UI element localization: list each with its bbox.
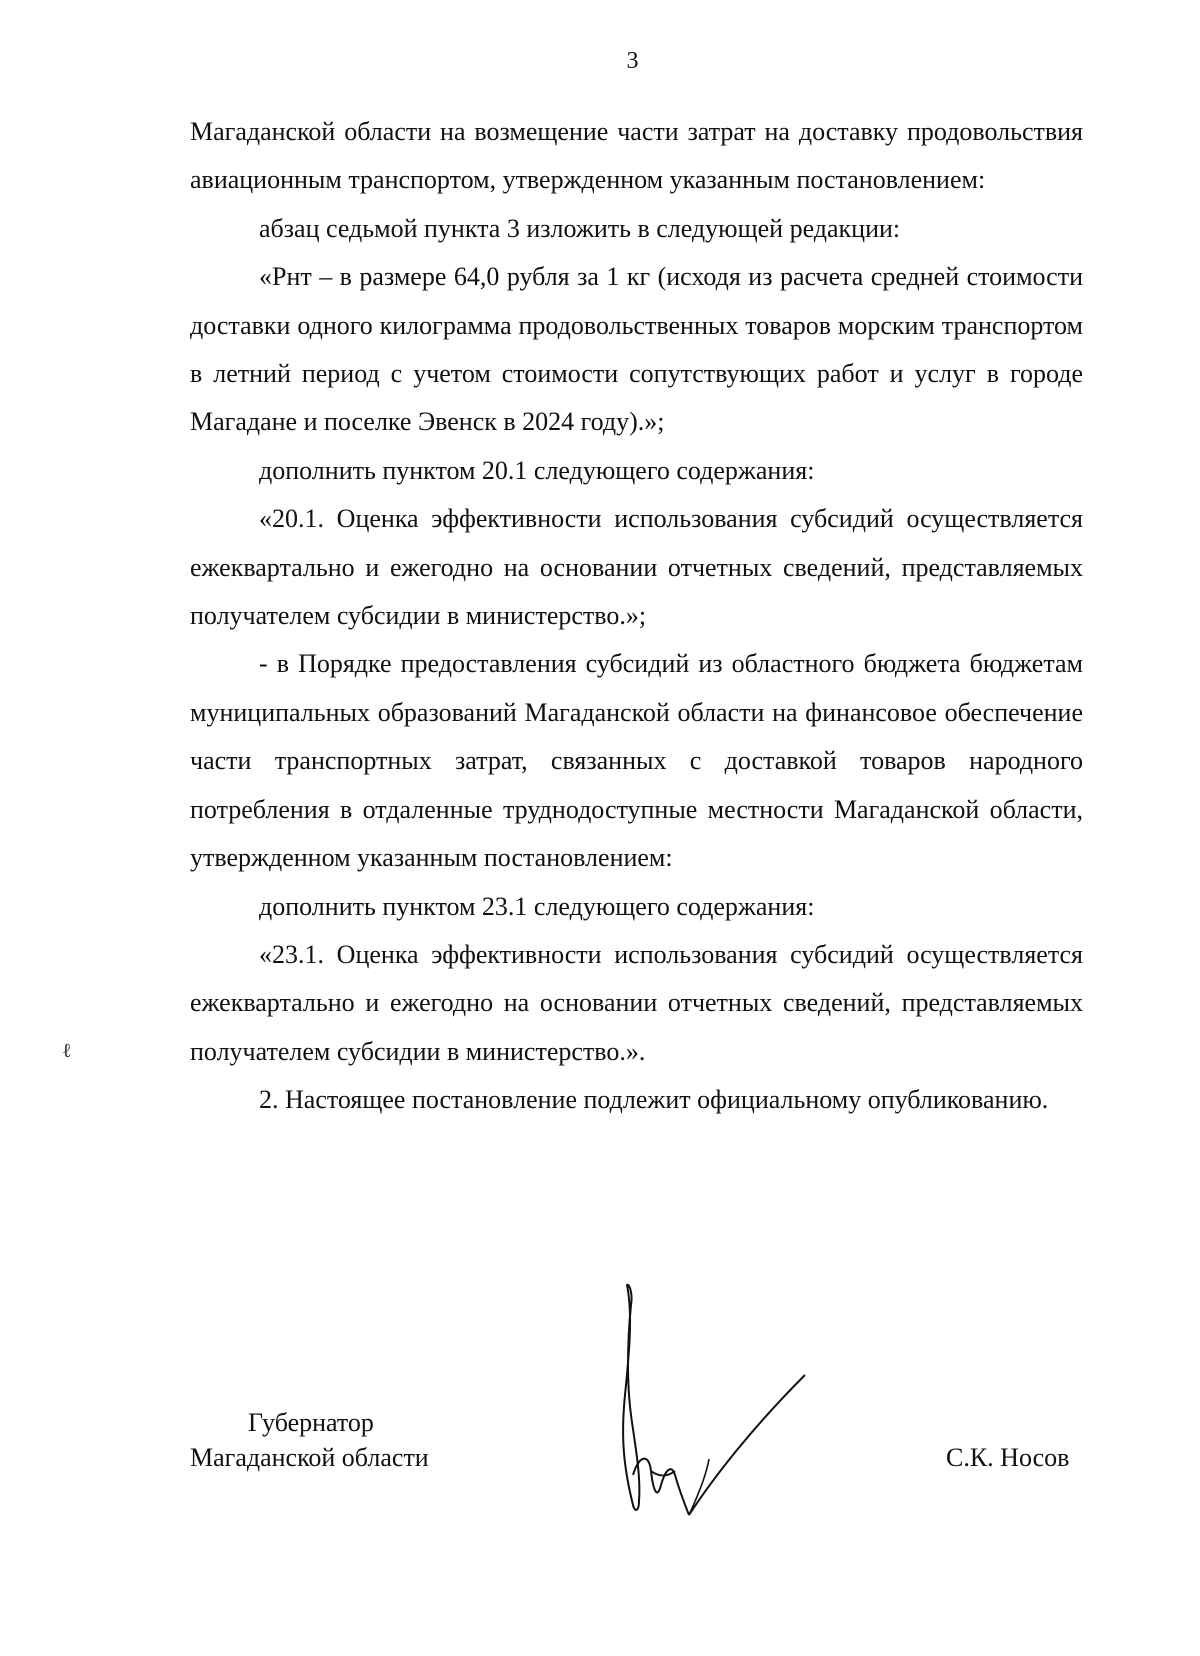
paragraph-8: «23.1. Оценка эффективности использования субсидий осуществляется ежеквартально и ежегодно на основании отчетных сведений, представляемых получателем субсидии в министерство.». [190,939,1083,1066]
governor-title-line1: Губернатор [248,1408,374,1437]
page-number: 3 [626,48,639,74]
signature-block [0,1405,1200,1525]
governor-name: С.К. Носов [946,1443,1070,1472]
paragraph-4: дополнить пунктом 20.1 следующего содержания: [259,455,815,485]
governor-title-line2: Магаданской области [190,1443,429,1472]
document-body [190,108,1083,1125]
paragraph-6: - в Порядке предоставления субсидий из областного бюджета бюджетам муниципальных образований Магаданской области на финансовое обеспечение части транспортных затрат, связанных с доставкой товаров народного потребления в отдаленные труднодоступные местности Магаданской области, утвержденном указанным постановлением: [190,649,1083,873]
paragraph-7: дополнить пунктом 23.1 следующего содержания: [259,891,815,921]
paragraph-3: «Рнт – в размере 64,0 рубля за 1 кг (исходя из расчета средней стоимости доставки одного килограмма продовольственных товаров морским транспортом в летний период с учетом стоимости сопутствующих работ и услуг в городе Магадане и поселке Эвенск в 2024 году).»; [190,262,1083,437]
governor-title [190,1405,460,1475]
margin-mark: ℓ [62,1040,72,1062]
paragraph-2: абзац седьмой пункта 3 изложить в следующей редакции: [259,213,901,243]
paragraph-9: 2. Настоящее постановление подлежит официальному опубликованию. [259,1085,1049,1115]
paragraph-1: Магаданской области на возмещение части затрат на доставку продовольствия авиационным транспортом, утвержденном указанным постановлением: [190,117,1083,195]
handwritten-signature [605,1275,835,1525]
paragraph-5: «20.1. Оценка эффективности использования субсидий осуществляется ежеквартально и ежегодно на основании отчетных сведений, представляемых получателем субсидии в министерство.»; [190,504,1083,631]
